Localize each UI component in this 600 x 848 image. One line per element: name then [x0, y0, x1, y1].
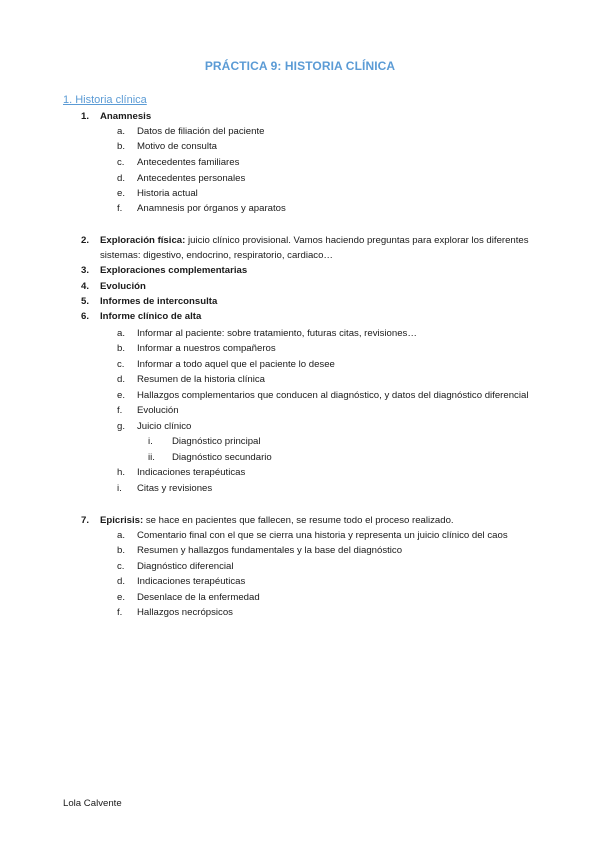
- sub-item-letter: f.: [117, 405, 123, 416]
- sub-item-text: Desenlace de la enfermedad: [137, 592, 260, 603]
- sub-sub-item-numeral: i.: [148, 436, 153, 447]
- sub-item-text: Juicio clínico: [137, 421, 192, 432]
- item-label: Exploración física:: [100, 235, 186, 246]
- item-description-continued: sistemas: digestivo, endocrino, respiratorio, cardiaco…: [100, 250, 334, 261]
- sub-item-text: Indicaciones terapéuticas: [137, 576, 246, 587]
- sub-item-letter: a.: [117, 328, 126, 339]
- sub-item-letter: c.: [117, 157, 125, 168]
- sub-item-letter: i.: [117, 483, 122, 494]
- sub-item-text: Antecedentes personales: [137, 173, 246, 184]
- page-title: PRÁCTICA 9: HISTORIA CLÍNICA: [204, 59, 396, 73]
- item-label: Epicrisis:: [100, 515, 144, 526]
- item-label: Anamnesis: [100, 111, 152, 122]
- item-number: 4.: [81, 281, 90, 292]
- sub-item-text: Informar a todo aquel que el paciente lo desee: [137, 359, 335, 370]
- sub-item-text: Datos de filiación del paciente: [137, 126, 265, 137]
- sub-item-letter: a.: [117, 530, 126, 541]
- sub-item-letter: e.: [117, 390, 126, 401]
- sub-item-letter: c.: [117, 359, 125, 370]
- sub-item-letter: g.: [117, 421, 126, 432]
- sub-item-text: Hallazgos complementarios que conducen al diagnóstico, y datos del diagnóstico diferencial: [137, 390, 529, 401]
- sub-item-text: Indicaciones terapéuticas: [137, 467, 246, 478]
- sub-item-text: Diagnóstico diferencial: [137, 561, 234, 572]
- sub-item-letter: f.: [117, 203, 123, 214]
- sub-item-letter: f.: [117, 607, 123, 618]
- sub-item-letter: h.: [117, 467, 126, 478]
- sub-item-letter: a.: [117, 126, 126, 137]
- item-number: 6.: [81, 311, 90, 322]
- sub-item-text: Informar al paciente: sobre tratamiento, futuras citas, revisiones…: [137, 328, 417, 339]
- sub-sub-item-text: Diagnóstico secundario: [172, 452, 272, 463]
- sub-item-letter: b.: [117, 141, 126, 152]
- item-label: Evolución: [100, 281, 146, 292]
- sub-item-text: Historia actual: [137, 188, 198, 199]
- section-heading: 1. Historia clínica: [63, 94, 147, 106]
- item-label: Exploraciones complementarias: [100, 265, 248, 276]
- sub-item-letter: d.: [117, 576, 126, 587]
- item-description: juicio clínico provisional. Vamos haciendo preguntas para explorar los diferentes: [185, 235, 529, 246]
- sub-item-text: Hallazgos necrópsicos: [137, 607, 233, 618]
- item-label: Informe clínico de alta: [100, 311, 202, 322]
- item-number: 3.: [81, 265, 90, 276]
- sub-item-text: Anamnesis por órganos y aparatos: [137, 203, 286, 214]
- sub-item-letter: d.: [117, 173, 126, 184]
- sub-sub-item-numeral: ii.: [148, 452, 155, 463]
- sub-item-letter: b.: [117, 343, 126, 354]
- item-number: 7.: [81, 515, 90, 526]
- item-description: se hace en pacientes que fallecen, se resume todo el proceso realizado.: [143, 515, 454, 526]
- sub-item-text: Resumen y hallazgos fundamentales y la base del diagnóstico: [137, 545, 403, 556]
- sub-item-letter: e.: [117, 592, 126, 603]
- sub-item-text: Evolución: [137, 405, 179, 416]
- item-number: 2.: [81, 235, 90, 246]
- sub-item-text: Comentario final con el que se cierra una historia y representa un juicio clínico del caos: [137, 530, 508, 541]
- sub-item-text: Resumen de la historia clínica: [137, 374, 265, 385]
- sub-item-text: Antecedentes familiares: [137, 157, 240, 168]
- item-number: 1.: [81, 111, 90, 122]
- sub-item-letter: b.: [117, 545, 126, 556]
- item-label: Informes de interconsulta: [100, 296, 218, 307]
- sub-sub-item-text: Diagnóstico principal: [172, 436, 261, 447]
- sub-item-letter: d.: [117, 374, 126, 385]
- page-footer-author: Lola Calvente: [63, 798, 122, 809]
- sub-item-letter: e.: [117, 188, 126, 199]
- sub-item-letter: c.: [117, 561, 125, 572]
- item-number: 5.: [81, 296, 90, 307]
- sub-item-text: Motivo de consulta: [137, 141, 217, 152]
- sub-item-text: Informar a nuestros compañeros: [137, 343, 276, 354]
- sub-item-text: Citas y revisiones: [137, 483, 213, 494]
